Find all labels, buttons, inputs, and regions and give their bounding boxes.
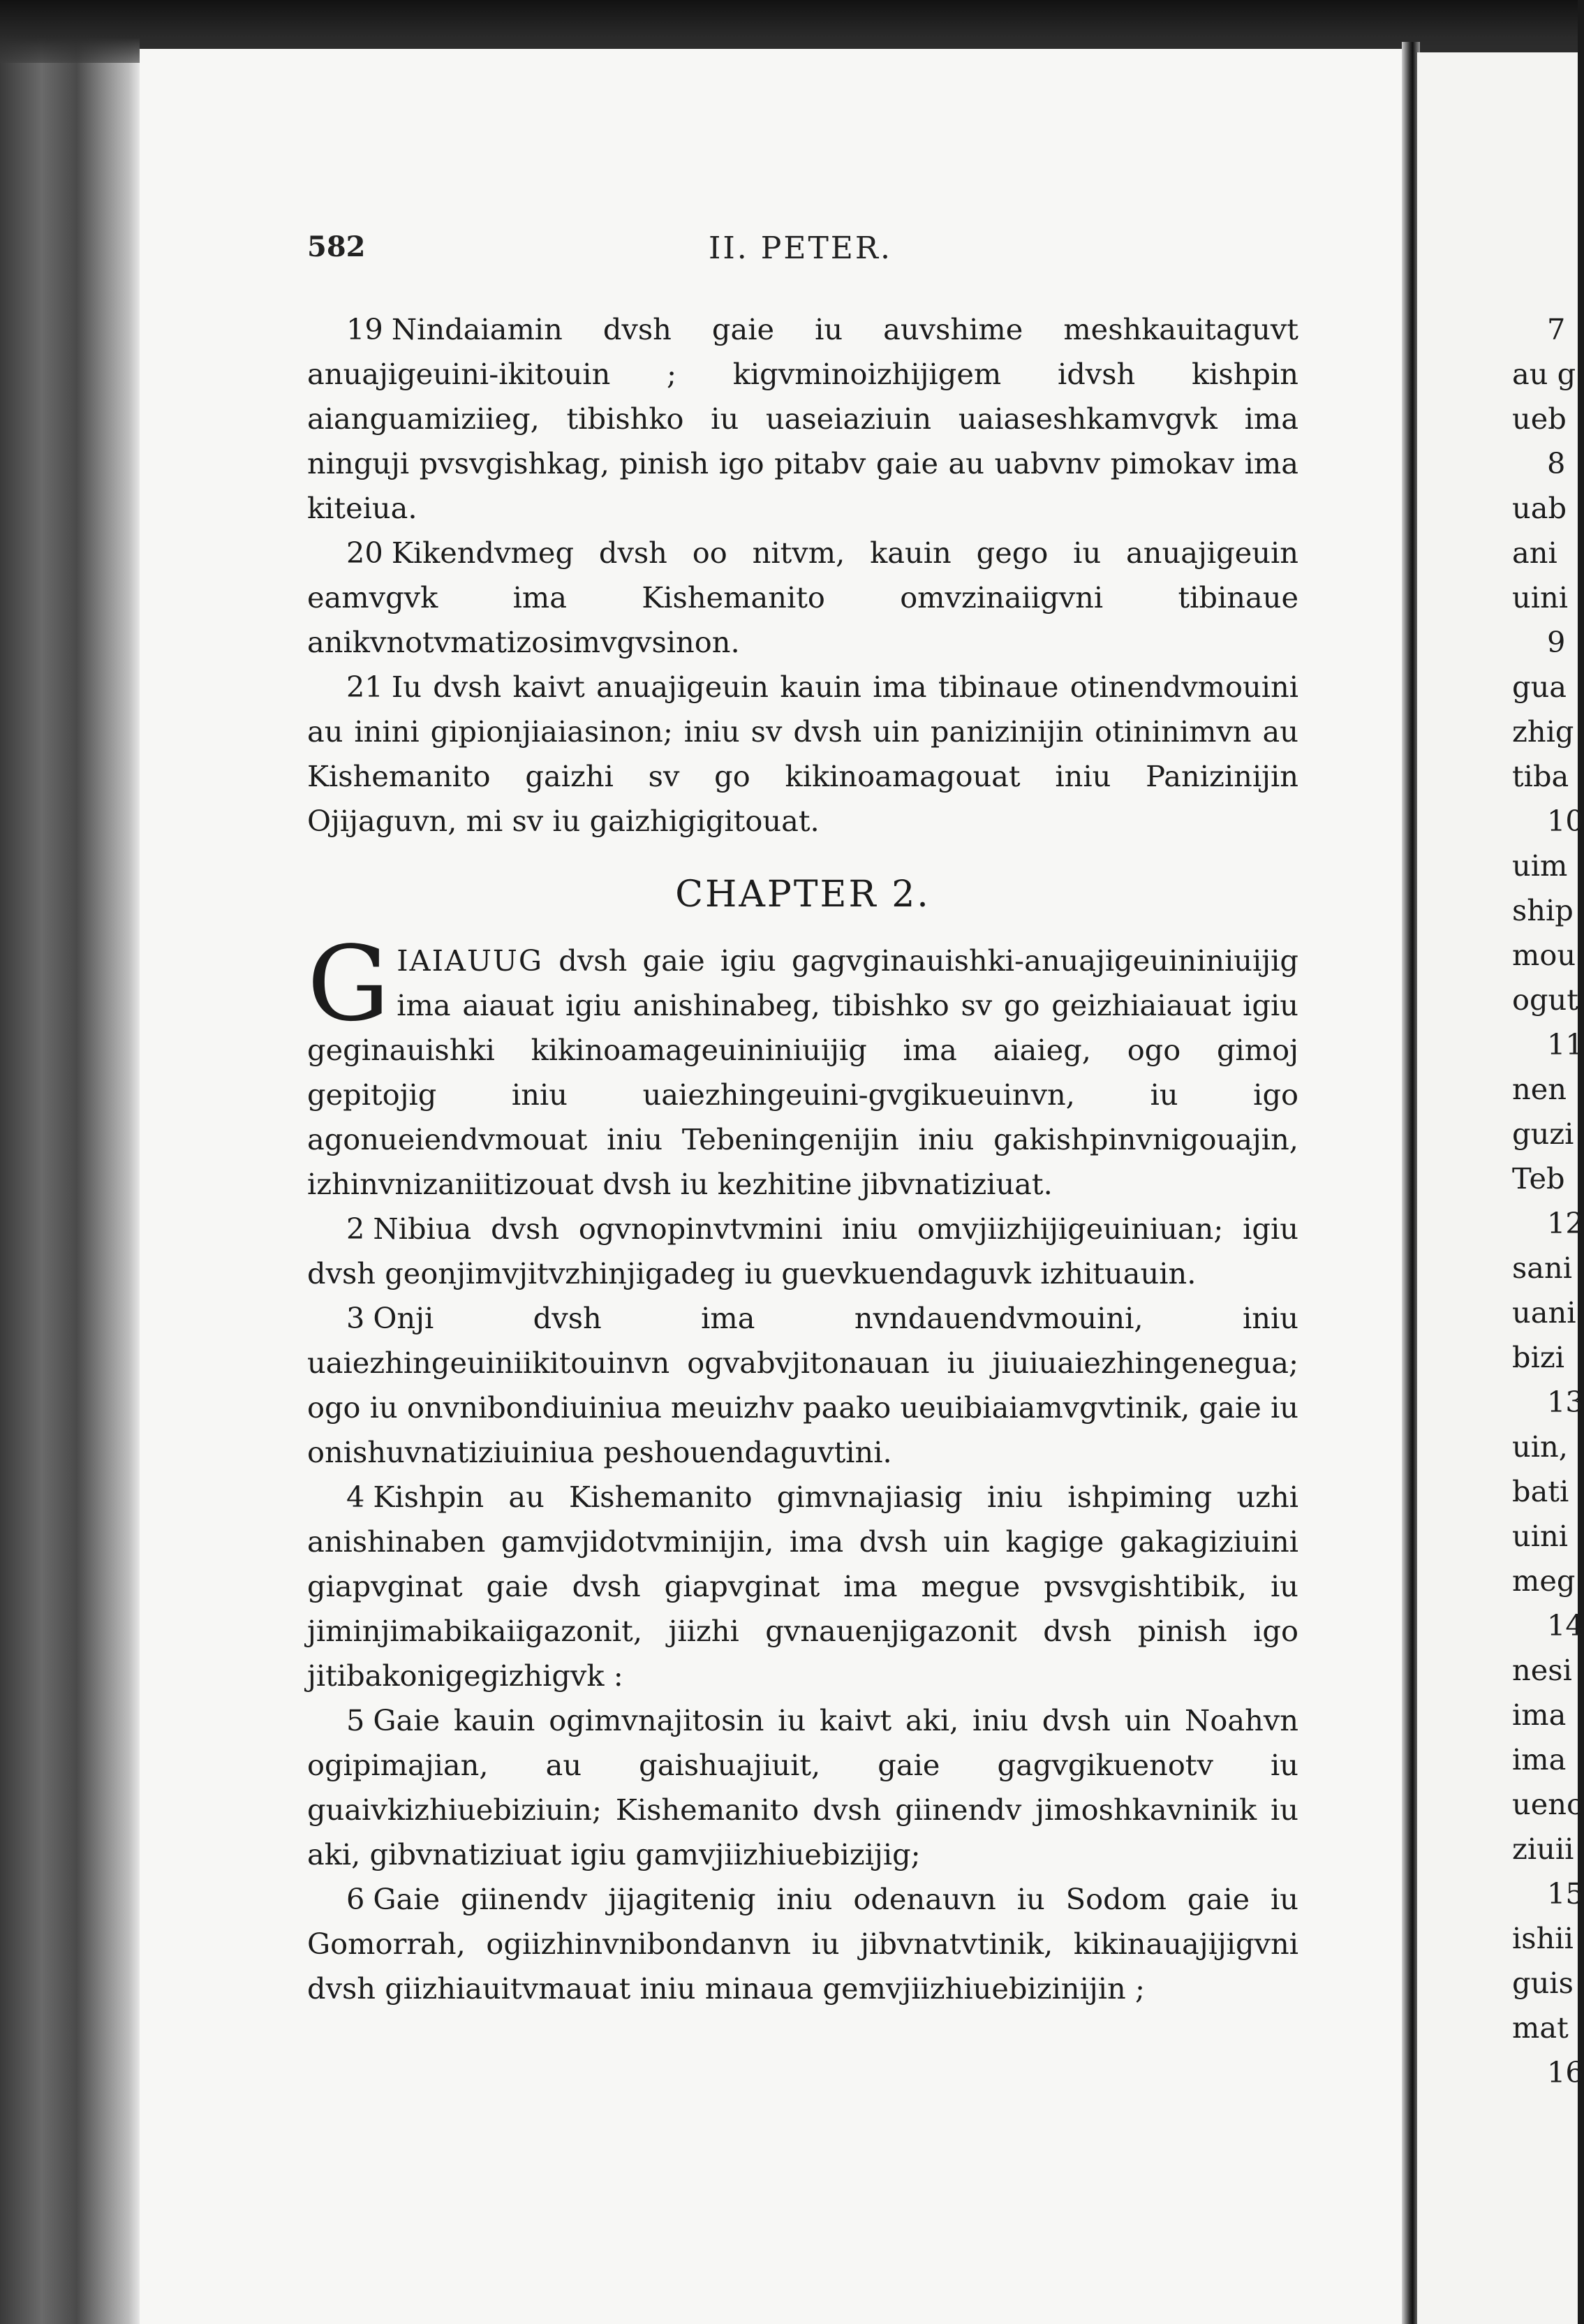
right-page-fragment: ishii [1512, 1921, 1574, 1955]
verse-number: 21 [346, 670, 383, 704]
running-head [307, 230, 1298, 279]
right-page-fragment: bati [1512, 1474, 1569, 1508]
right-page-fragment: 7 [1547, 312, 1566, 346]
right-page-fragment: uini [1512, 1519, 1569, 1553]
verse-text: Iu dvsh kaivt anuajigeuin kauin ima tibinaue otinendvmouini au inini gipionjiaiasinon; iniu sv dvsh uin panizinijin otininimvn au Kishemanito gaizhi sv go kikinoamagouat iniu Panizinijin Ojijaguvn, mi sv iu gaizhigigitouat. [307, 670, 1298, 838]
right-page-fragment: guzi [1512, 1117, 1574, 1151]
verse [307, 1207, 1298, 1296]
verse-text: Onji dvsh ima nvndauendvmouini, iniu uaiezhingeuiniikitouinvn ogvabvjitonauan iu jiuiuaiezhingenegua; ogo iu onvnibondiuiniua meuizhv paako ueuibiaiamvgvtinik, gaie iu onishuvnatiziuiniua peshouendaguvtini. [307, 1301, 1298, 1469]
verse [307, 1296, 1298, 1475]
drop-cap: G [307, 924, 390, 1044]
right-page-fragment: 9 [1547, 625, 1566, 659]
right-page-fragment: meg [1512, 1564, 1576, 1598]
right-page-fragment: ziuii [1512, 1832, 1574, 1866]
verse-number: 3 [346, 1301, 365, 1335]
chapter-2-verses [307, 1207, 1298, 2011]
right-page-fragment: uenc [1512, 1787, 1583, 1821]
opening-word: IAIAUUG [397, 943, 544, 978]
right-page-fragment: nen [1512, 1072, 1567, 1106]
right-page-fragment: 14 [1547, 1608, 1584, 1642]
page-number: 582 [307, 230, 366, 263]
verse-text: Kishpin au Kishemanito gimvnajiasig iniu ishpiming uzhi anishinaben gamvjidotvminijin, ima dvsh uin kagige gakagiziuini giapvginat gaie dvsh giapvginat ima megue pvsvgishtibik, iu jiminjimabikaiigazonit, jiizhi gvnauenjigazonit dvsh pinish igo jitibakonigegizhigvk : [307, 1480, 1298, 1693]
right-page-fragment: 16 [1547, 2055, 1584, 2089]
right-page-fragment: zhig [1512, 714, 1574, 749]
right-page-fragment: 13 [1547, 1385, 1584, 1419]
chapter-opening-paragraph [307, 924, 1298, 1207]
right-page-fragment: uini [1512, 580, 1569, 615]
right-page-fragment: ima [1512, 1698, 1567, 1732]
running-title: II. PETER. [709, 230, 893, 266]
verse [307, 1877, 1298, 2011]
verse-text: Nindaiamin dvsh gaie iu auvshime meshkauitaguvt anuajigeuini-ikitouin ; kigvminoizhijigem idvsh kishpin aianguamiziieg, tibishko iu uaseiaziuin uaiaseshkamvgvk ima ninguji pvsvgishkag, pinish igo pitabv gaie au uabvnv pimokav ima kiteiua. [307, 312, 1298, 525]
chapter-heading: CHAPTER 2. [675, 874, 931, 915]
verse-number: 2 [346, 1212, 365, 1246]
right-page-fragment: ima [1512, 1742, 1567, 1777]
opening-verse-text: dvsh gaie igiu gagvginauishki-anuajigeuininiuijig ima aiauat igiu anishinabeg, tibishko sv go geizhiaiauat igiu geginauishki kikinoamageuininiuijig ima aiaieg, ogo gimoj gepitojig iniu uaiezhingeuini-gvgikueuinvn, iu igo agonueiendvmouat iniu Tebeningenijin iniu gakishpinvnigouajin, izhinvnizaniitizouat dvsh iu kezhitine jibvnatiziuat. [307, 943, 1298, 1201]
chapter-1-verses [307, 307, 1298, 844]
right-page-fragment: guis [1512, 1966, 1574, 2000]
right-page-fragment: mat [1512, 2010, 1569, 2045]
right-page-fragment: 12 [1547, 1206, 1584, 1240]
right-page-fragment: bizi [1512, 1340, 1564, 1374]
right-page-text-fragments [1512, 307, 1584, 2095]
main-text [307, 307, 1298, 2011]
right-page-fragment: sani [1512, 1251, 1573, 1285]
right-page-fragment: 10 [1547, 804, 1584, 838]
verse [307, 531, 1298, 665]
right-page-fragment: 11 [1547, 1027, 1584, 1061]
verse-text: Nibiua dvsh ogvnopinvtvmini iniu omvjiizhijigeuiniuan; igiu dvsh geonjimvjitvzhinjigadeg iu guevkuendaguvk izhituauin. [307, 1212, 1298, 1290]
right-page-fragment: uim [1512, 848, 1568, 883]
right-page-fragment: uab [1512, 491, 1567, 525]
right-page-fragment: ani [1512, 536, 1557, 570]
right-page-fragment: nesi [1512, 1653, 1572, 1687]
right-page-fragment: 8 [1547, 446, 1566, 480]
right-page-fragment: Teb [1512, 1161, 1565, 1196]
verse-text: Kikendvmeg dvsh oo nitvm, kauin gego iu anuajigeuin eamvgvk ima Kishemanito omvzinaiigvni tibinaue anikvnotvmatizosimvgvsinon. [307, 536, 1298, 659]
book-spine [0, 0, 140, 2324]
right-page-fragment: 15 [1547, 1876, 1584, 1911]
right-page-fragment: ship [1512, 893, 1574, 927]
verse-text: Gaie giinendv jijagitenig iniu odenauvn iu Sodom gaie iu Gomorrah, ogiizhinvnibondanvn iu jibvnatvtinik, kikinauajijigvni dvsh giizhiauitvmauat iniu minaua gemvjiizhiuebizinijin ; [307, 1882, 1298, 2006]
verse [307, 665, 1298, 844]
verse-number: 6 [346, 1882, 365, 1916]
right-page-fragment: uani [1512, 1295, 1576, 1330]
right-page-fragment: gua [1512, 670, 1567, 704]
right-page-fragment: ueb [1512, 402, 1567, 436]
right-page-fragment: mou [1512, 938, 1576, 972]
verse-number: 4 [346, 1480, 365, 1514]
verse-number: 20 [346, 536, 383, 570]
right-page-fragment: au g [1512, 357, 1576, 391]
right-page-fragment: uin, [1512, 1429, 1568, 1464]
verse-number: 19 [346, 312, 383, 346]
right-page-fragment: tiba [1512, 759, 1569, 793]
verse [307, 307, 1298, 531]
verse-number: 5 [346, 1703, 365, 1737]
right-page-fragment: ogut [1512, 983, 1578, 1017]
verse [307, 1475, 1298, 1698]
verse [307, 1698, 1298, 1877]
verse-text: Gaie kauin ogimvnajitosin iu kaivt aki, iniu dvsh uin Noahvn ogipimajian, au gaishuajiuit, gaie gagvgikuenotv iu guaivkizhiuebiziuin; Kishemanito dvsh giinendv jimoshkavninik iu aki, gibvnatiziuat igiu gamvjiizhiuebizijig; [307, 1703, 1298, 1871]
